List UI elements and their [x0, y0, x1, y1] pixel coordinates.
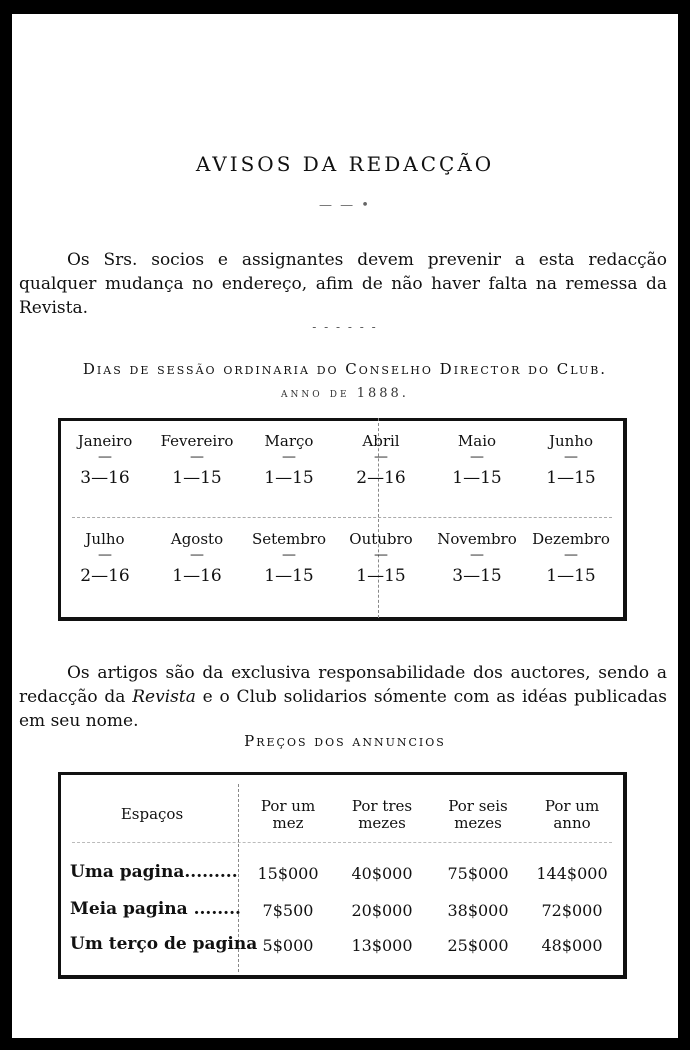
- price-cell: 20$000: [351, 901, 413, 920]
- prices-header-rule: [72, 842, 612, 843]
- month-name: Setembro: [251, 530, 327, 548]
- price-cell: 7$500: [262, 901, 314, 920]
- sessions-row-divider: [72, 517, 612, 518]
- price-cell: 48$000: [541, 936, 603, 955]
- month-days: 1—15: [172, 468, 222, 488]
- month-cell: Janeiro — 3—16: [58, 430, 152, 490]
- month-days: 1—15: [264, 566, 314, 586]
- notice-text: Os Srs. socios e assignantes devem prevenir a esta redacção qualquer mudança no endereço, afim de não haver falta na remessa da Revista.: [19, 250, 667, 318]
- month-cell: Fevereiro — 1—15: [150, 430, 244, 490]
- column-header: Por tres mezes: [351, 797, 413, 832]
- month-days: 1—15: [264, 468, 314, 488]
- month-cell: Março — 1—15: [242, 430, 336, 490]
- price-cell: 38$000: [447, 901, 509, 920]
- column-header: Por seis mezes: [448, 797, 508, 832]
- prices-heading: Preços dos annuncios: [244, 732, 446, 750]
- month-cell: Outubro — 1—15: [334, 528, 428, 588]
- month-name: Março: [264, 432, 314, 450]
- price-cell: 72$000: [541, 901, 603, 920]
- disclaimer-text-em: Revista: [132, 687, 196, 707]
- month-days: 1—15: [546, 468, 596, 488]
- row-label: Meia pagina ........: [70, 899, 241, 919]
- disclaimer-paragraph: [19, 661, 667, 733]
- month-cell: Dezembro — 1—15: [524, 528, 618, 588]
- month-name: Maio: [457, 432, 497, 450]
- price-cell: 25$000: [447, 936, 509, 955]
- month-cell: Setembro — 1—15: [242, 528, 336, 588]
- month-name: Outubro: [349, 530, 413, 548]
- month-cell: Abril — 2—16: [334, 430, 428, 490]
- disclaimer-text-b: e o Club solidarios sómente com as idéas publicadas em seu nome.: [19, 687, 667, 731]
- month-name: Fevereiro: [160, 432, 234, 450]
- column-header: Por um mez: [260, 797, 316, 832]
- month-cell: Julho — 2—16: [58, 528, 152, 588]
- month-days: 2—16: [80, 566, 130, 586]
- month-name: Dezembro: [532, 530, 610, 548]
- month-name: Julho: [85, 530, 125, 548]
- document-page: [12, 14, 678, 1038]
- notice-paragraph: [19, 248, 667, 320]
- price-cell: 5$000: [262, 936, 314, 955]
- month-days: 2—16: [356, 468, 406, 488]
- month-cell: Novembro — 3—15: [430, 528, 524, 588]
- month-name: Agosto: [170, 530, 224, 548]
- month-name: Janeiro: [77, 432, 133, 450]
- price-cell: 15$000: [257, 864, 319, 883]
- month-name: Junho: [548, 432, 594, 450]
- month-days: 1—15: [546, 566, 596, 586]
- sessions-heading: Dias de sessão ordinaria do Conselho Director do Club.: [82, 360, 608, 378]
- sessions-subheading: anno de 1888.: [281, 386, 409, 401]
- column-header: Por um anno: [544, 797, 600, 832]
- price-cell: 144$000: [536, 864, 608, 883]
- price-cell: 40$000: [351, 864, 413, 883]
- price-cell: 13$000: [351, 936, 413, 955]
- row-label: Uma pagina.........: [70, 862, 238, 882]
- month-name: Abril: [362, 432, 400, 450]
- disclaimer-text-a: Os artigos são da exclusiva responsabilidade dos auctores, sendo a redacção da: [19, 663, 667, 707]
- section-separator: - - - - - -: [312, 320, 378, 334]
- month-days: 3—15: [452, 566, 502, 586]
- month-name: Novembro: [437, 530, 517, 548]
- page-title: AVISOS DA REDACÇÃO: [195, 152, 495, 176]
- month-days: 1—16: [172, 566, 222, 586]
- month-cell: Agosto — 1—16: [150, 528, 244, 588]
- month-cell: Maio — 1—15: [430, 430, 524, 490]
- month-days: 3—16: [80, 468, 130, 488]
- title-ornament: — — •: [319, 198, 371, 213]
- column-header: Espaços: [120, 805, 184, 823]
- month-days: 1—15: [356, 566, 406, 586]
- month-days: 1—15: [452, 468, 502, 488]
- price-cell: 75$000: [447, 864, 509, 883]
- row-label: Um terço de pagina: [70, 934, 258, 954]
- month-cell: Junho — 1—15: [524, 430, 618, 490]
